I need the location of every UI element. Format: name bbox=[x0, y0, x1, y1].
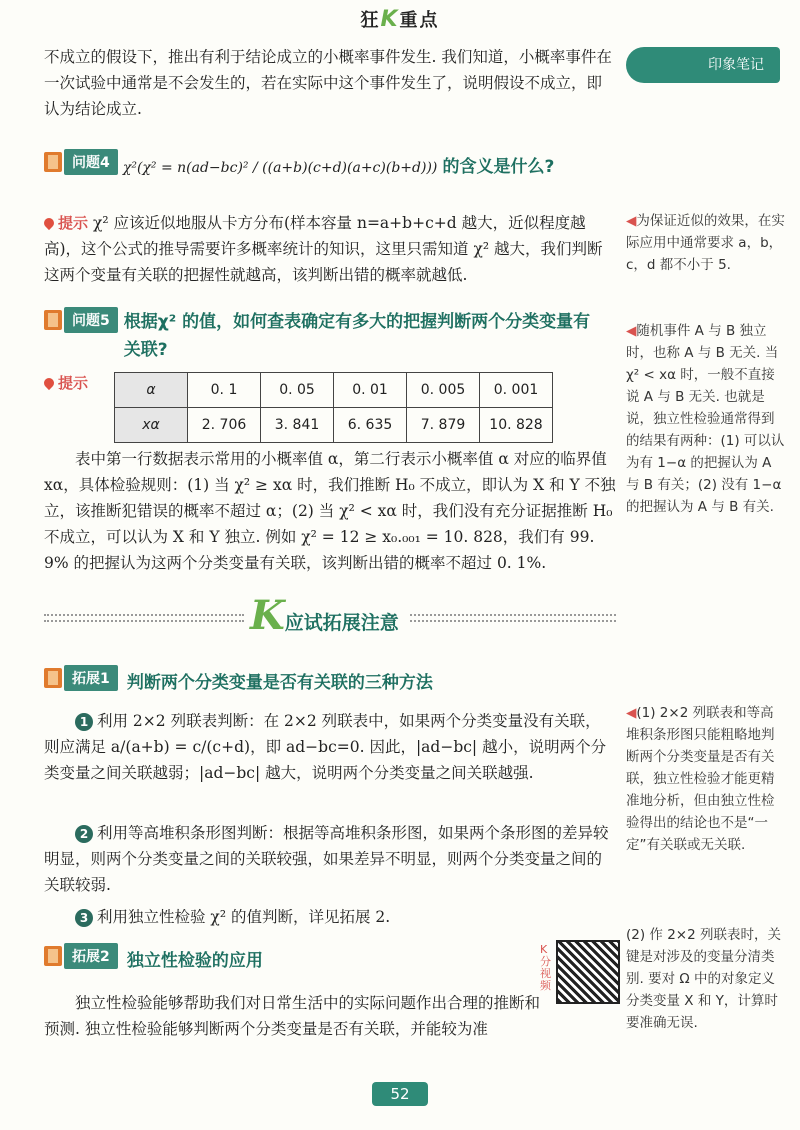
critical-value-table bbox=[114, 372, 553, 443]
book-icon bbox=[44, 310, 62, 330]
side-note-2: ◀随机事件 A 与 B 独立时，也称 A 与 B 无关. 当 χ² < xα 时，一般不直接说 A 与 B 无关. 也就是说，独立性检验通常得到的结果有两种：(1) 可以认为有 1−α 的把握认为 A 与 B 有关；(2) 没有 1−α 的把握认为 A 与 B 有关. bbox=[626, 323, 785, 515]
table-header-cell: xα bbox=[115, 408, 188, 443]
table-cell: 0. 01 bbox=[334, 373, 407, 408]
ext1-badge bbox=[44, 666, 118, 690]
table-cell: 0. 1 bbox=[188, 373, 261, 408]
table-cell: 3. 841 bbox=[261, 408, 334, 443]
book-icon bbox=[44, 946, 62, 966]
ext2-tag: 拓展2 bbox=[64, 943, 118, 969]
ext2-heading bbox=[44, 944, 616, 971]
qr-code-icon[interactable] bbox=[556, 940, 620, 1004]
section-heading bbox=[250, 592, 399, 639]
header-text: 狂 bbox=[360, 10, 381, 31]
ext1-method-3: 3 利用独立性检验 χ² 的值判断，详见拓展 2. bbox=[44, 904, 616, 930]
triangle-icon: ◀ bbox=[626, 323, 637, 339]
divider-right bbox=[410, 614, 616, 622]
q5-tag: 问题5 bbox=[64, 307, 118, 333]
pin-icon bbox=[42, 376, 56, 390]
page-number: 52 bbox=[372, 1082, 428, 1106]
memo-label: 印象笔记 bbox=[708, 57, 764, 73]
table-row bbox=[115, 373, 553, 408]
header-k-logo: K bbox=[380, 7, 400, 32]
ext1-method-1: 1 利用 2×2 列联表判断：在 2×2 列联表中，如果两个分类变量没有关联，则应满足 a/(a+b) = c/(c+d)，即 ad−bc=0. 因此，|ad−bc| 越小，说明两个分类变量之间关联越弱；|ad−bc| 越大，说明两个分类变量之间关联越强. bbox=[44, 712, 607, 782]
number-badge: 2 bbox=[75, 825, 93, 843]
triangle-icon: ◀ bbox=[626, 213, 637, 229]
page-header bbox=[0, 6, 800, 32]
ext1-heading bbox=[44, 666, 616, 693]
header-text-2: 重点 bbox=[399, 10, 440, 31]
intro-paragraph: 不成立的假设下，推出有利于结论成立的小概率事件发生. 我们知道，小概率事件在一次试验中通常是不会发生的，若在实际中这个事件发生了，说明假设不成立，即认为结论成立. bbox=[44, 48, 612, 118]
qr-label: K分视频 bbox=[540, 943, 551, 992]
ext2-title: 独立性检验的应用 bbox=[126, 951, 263, 971]
q5-badge bbox=[44, 308, 118, 332]
book-icon bbox=[44, 152, 62, 172]
q4-tag: 问题4 bbox=[64, 149, 118, 175]
q4-title: 的含义是什么? bbox=[442, 157, 555, 177]
ext2-body: 独立性检验能够帮助我们对日常生活中的实际问题作出合理的推断和预测. 独立性检验能够判断两个分类变量是否有关联，并能较为准 bbox=[44, 994, 541, 1038]
table-cell: 0. 001 bbox=[480, 373, 553, 408]
book-icon bbox=[44, 668, 62, 688]
q5-tip-label: 提示 bbox=[44, 372, 88, 393]
table-header-cell: α bbox=[115, 373, 188, 408]
ext1-method-2: 2 利用等高堆积条形图判断：根据等高堆积条形图，如果两个条形图的差异较明显，则两个分类变量之间的关联较强，如果差异不明显，则两个分类变量之间的关联较弱. bbox=[44, 824, 609, 894]
q4-badge bbox=[44, 150, 118, 174]
table-cell: 0. 05 bbox=[261, 373, 334, 408]
pin-icon bbox=[42, 216, 56, 230]
q4-tip-text: χ² 应该近似地服从卡方分布(样本容量 n=a+b+c+d 越大，近似程度越高)，这个公式的推导需要许多概率统计的知识，这里只需知道 χ² 越大，我们判断这两个变量有关联的把握性就越高，该判断出错的概率就越低. bbox=[44, 214, 603, 284]
q4-tip bbox=[44, 210, 616, 288]
question-4-heading bbox=[44, 150, 616, 181]
ext1-tag: 拓展1 bbox=[64, 665, 118, 691]
memo-banner bbox=[626, 47, 780, 83]
side-note-4: (2) 作 2×2 列联表时，关键是对涉及的变量分清类别. 要对 Ω 中的对象定义分类变量 X 和 Y，计算时要准确无误. bbox=[626, 927, 781, 1031]
q4-formula: χ²(χ² = n(ad−bc)² / ((a+b)(c+d)(a+c)(b+d))) bbox=[122, 160, 438, 176]
ext2-badge bbox=[44, 944, 118, 968]
table-cell: 7. 879 bbox=[407, 408, 480, 443]
table-cell: 2. 706 bbox=[188, 408, 261, 443]
side-note-1: ◀为保证近似的效果，在实际应用中通常要求 a，b，c，d 都不小于 5. bbox=[626, 213, 785, 273]
question-5-heading bbox=[44, 308, 616, 364]
table-cell: 6. 635 bbox=[334, 408, 407, 443]
number-badge: 1 bbox=[75, 713, 93, 731]
section-k-logo: K bbox=[250, 592, 285, 639]
ext1-title: 判断两个分类变量是否有关联的三种方法 bbox=[126, 673, 433, 693]
table-cell: 10. 828 bbox=[480, 408, 553, 443]
side-note-3: ◀(1) 2×2 列联表和等高堆积条形图只能粗略地判断两个分类变量是否有关联，独立性检验才能更精准地分析，但由独立性检验得出的结论也不是“一定”有关联或无关联. bbox=[626, 705, 775, 853]
table-cell: 0. 005 bbox=[407, 373, 480, 408]
number-badge: 3 bbox=[75, 909, 93, 927]
q5-title: 根据χ² 的值，如何查表确定有多大的把握判断两个分类变量有关联? bbox=[123, 312, 591, 360]
tip-label: 提示 bbox=[44, 214, 88, 232]
q5-body: 表中第一行数据表示常用的小概率值 α，第二行表示小概率值 α 对应的临界值 xα，具体检验规则：(1) 当 χ² ≥ xα 时，我们推断 H₀ 不成立，即认为 X 和 Y 不独立，该推断犯错误的概率不超过 α；(2) 当 χ² < xα 时，我们没有充分证据推断 H₀ 不成立，可以认为 X 和 Y 独立. 例如 χ² = 12 ≥ x₀.₀₀₁ = 10. 828，我们有 99. 9% 的把握认为这两个分类变量有关联，该判断出错的概率不超过 0. 1%. bbox=[44, 450, 616, 572]
divider-left bbox=[44, 614, 244, 622]
table-row bbox=[115, 408, 553, 443]
triangle-icon: ◀ bbox=[626, 705, 637, 721]
section-title: 应试拓展注意 bbox=[284, 612, 399, 634]
